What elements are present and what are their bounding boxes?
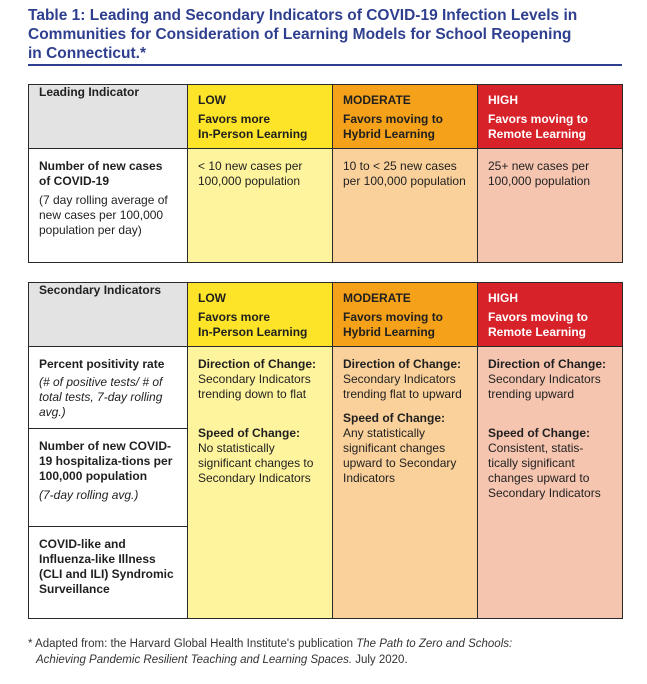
- hospitalizations-indicator-cell: [29, 429, 188, 527]
- low-level-name: LOW: [198, 93, 226, 107]
- moderate-level-desc-1: Favors moving to: [343, 112, 444, 126]
- footnote-title-part-2: Achieving Pandemic Resilient Teaching and Learning Spaces.: [36, 654, 353, 666]
- moderate-level-name: MODERATE: [343, 291, 411, 305]
- secondary-moderate-header: [333, 283, 478, 347]
- moderate-level-desc-2: Hybrid Learning: [343, 127, 436, 141]
- leading-moderate-header: [333, 85, 478, 149]
- title-divider: [28, 64, 622, 66]
- low-level-name: LOW: [198, 291, 226, 305]
- high-level-desc-1: Favors moving to: [488, 112, 589, 126]
- moderate-level-desc-2: Hybrid Learning: [343, 325, 436, 339]
- leading-data-row: [29, 149, 623, 263]
- surveillance-indicator-cell: [29, 527, 188, 619]
- high-level-desc-2: Remote Learning: [488, 325, 587, 339]
- footnote-suffix: July 2020.: [352, 654, 408, 666]
- high-speed-text: Consistent, statis-tically significant changes upward to Secondary Indicators: [488, 441, 601, 500]
- positivity-indicator-cell: [29, 347, 188, 429]
- moderate-speed-text: Any statistically significant changes upward to Secondary Indicators: [343, 426, 457, 485]
- low-speed-label: Speed of Change:: [198, 426, 301, 440]
- moderate-direction-label: Direction of Change:: [343, 357, 462, 371]
- new-cases-low-text: < 10 new cases per 100,000 population: [198, 159, 303, 188]
- secondary-indicators-table: [28, 282, 623, 619]
- new-cases-high-cell: [478, 149, 623, 263]
- footnote-title-part-1: The Path to Zero and Schools:: [356, 638, 513, 650]
- moderate-level-name: MODERATE: [343, 93, 411, 107]
- high-level-desc-1: Favors moving to: [488, 310, 589, 324]
- high-level-desc-2: Remote Learning: [488, 127, 587, 141]
- hospitalizations-indicator-note: (7-day rolling avg.): [39, 488, 139, 502]
- leading-indicator-label: Leading Indicator: [39, 85, 140, 99]
- high-level-name: HIGH: [488, 93, 518, 107]
- new-cases-moderate-text: 10 to < 25 new cases per 100,000 population: [343, 159, 466, 188]
- low-level-desc-2: In-Person Learning: [198, 325, 308, 339]
- footnote-prefix: * Adapted from: the Harvard Global Health Institute's publication: [28, 638, 357, 650]
- new-cases-indicator-note: (7 day rolling average of new cases per 100,000 population per day): [39, 193, 168, 237]
- low-level-desc-1: Favors more: [198, 310, 271, 324]
- secondary-high-cell: [478, 347, 623, 619]
- hospitalizations-indicator-name: Number of new COVID-19 hospitaliza-tions per 100,000 population: [39, 439, 173, 483]
- new-cases-indicator-name: Number of new cases of COVID-19: [39, 159, 163, 188]
- secondary-indicators-label: Secondary Indicators: [39, 283, 162, 297]
- high-direction-label: Direction of Change:: [488, 357, 607, 371]
- positivity-indicator-name: Percent positivity rate: [39, 357, 165, 371]
- secondary-high-header: [478, 283, 623, 347]
- secondary-header-row: [29, 283, 623, 347]
- moderate-direction-text: Secondary Indicators trending flat to upward: [343, 372, 462, 401]
- secondary-row-positivity: [29, 347, 623, 429]
- low-direction-text: Secondary Indicators trending down to flat: [198, 372, 311, 401]
- low-level-desc-1: Favors more: [198, 112, 271, 126]
- leading-header-row: [29, 85, 623, 149]
- leading-high-header: [478, 85, 623, 149]
- leading-indicator-header: [29, 85, 188, 149]
- new-cases-low-cell: [188, 149, 333, 263]
- new-cases-indicator-cell: [29, 149, 188, 263]
- footnote: [28, 636, 628, 668]
- low-speed-text: No statistically significant changes to Secondary Indicators: [198, 441, 314, 485]
- high-direction-text: Secondary Indicators trending upward: [488, 372, 601, 401]
- positivity-indicator-note: (# of positive tests/ # of total tests, 7-day rolling avg.): [39, 375, 163, 419]
- low-level-desc-2: In-Person Learning: [198, 127, 308, 141]
- title-line-3: in Connecticut.*: [28, 45, 146, 62]
- table-title: [28, 6, 628, 63]
- high-speed-label: Speed of Change:: [488, 426, 591, 440]
- title-line-2: Communities for Consideration of Learning Models for School Reopening: [28, 26, 572, 43]
- moderate-level-desc-1: Favors moving to: [343, 310, 444, 324]
- new-cases-moderate-cell: [333, 149, 478, 263]
- high-level-name: HIGH: [488, 291, 518, 305]
- secondary-low-header: [188, 283, 333, 347]
- new-cases-high-text: 25+ new cases per 100,000 population: [488, 159, 591, 188]
- secondary-indicators-header: [29, 283, 188, 347]
- leading-indicator-table: [28, 84, 623, 263]
- moderate-speed-label: Speed of Change:: [343, 411, 446, 425]
- secondary-low-cell: [188, 347, 333, 619]
- secondary-moderate-cell: [333, 347, 478, 619]
- surveillance-indicator-name: COVID-like and Influenza-like Illness (CLI and ILI) Syndromic Surveillance: [39, 537, 174, 596]
- leading-low-header: [188, 85, 333, 149]
- title-line-1: Table 1: Leading and Secondary Indicators of COVID-19 Infection Levels in: [28, 7, 578, 24]
- low-direction-label: Direction of Change:: [198, 357, 317, 371]
